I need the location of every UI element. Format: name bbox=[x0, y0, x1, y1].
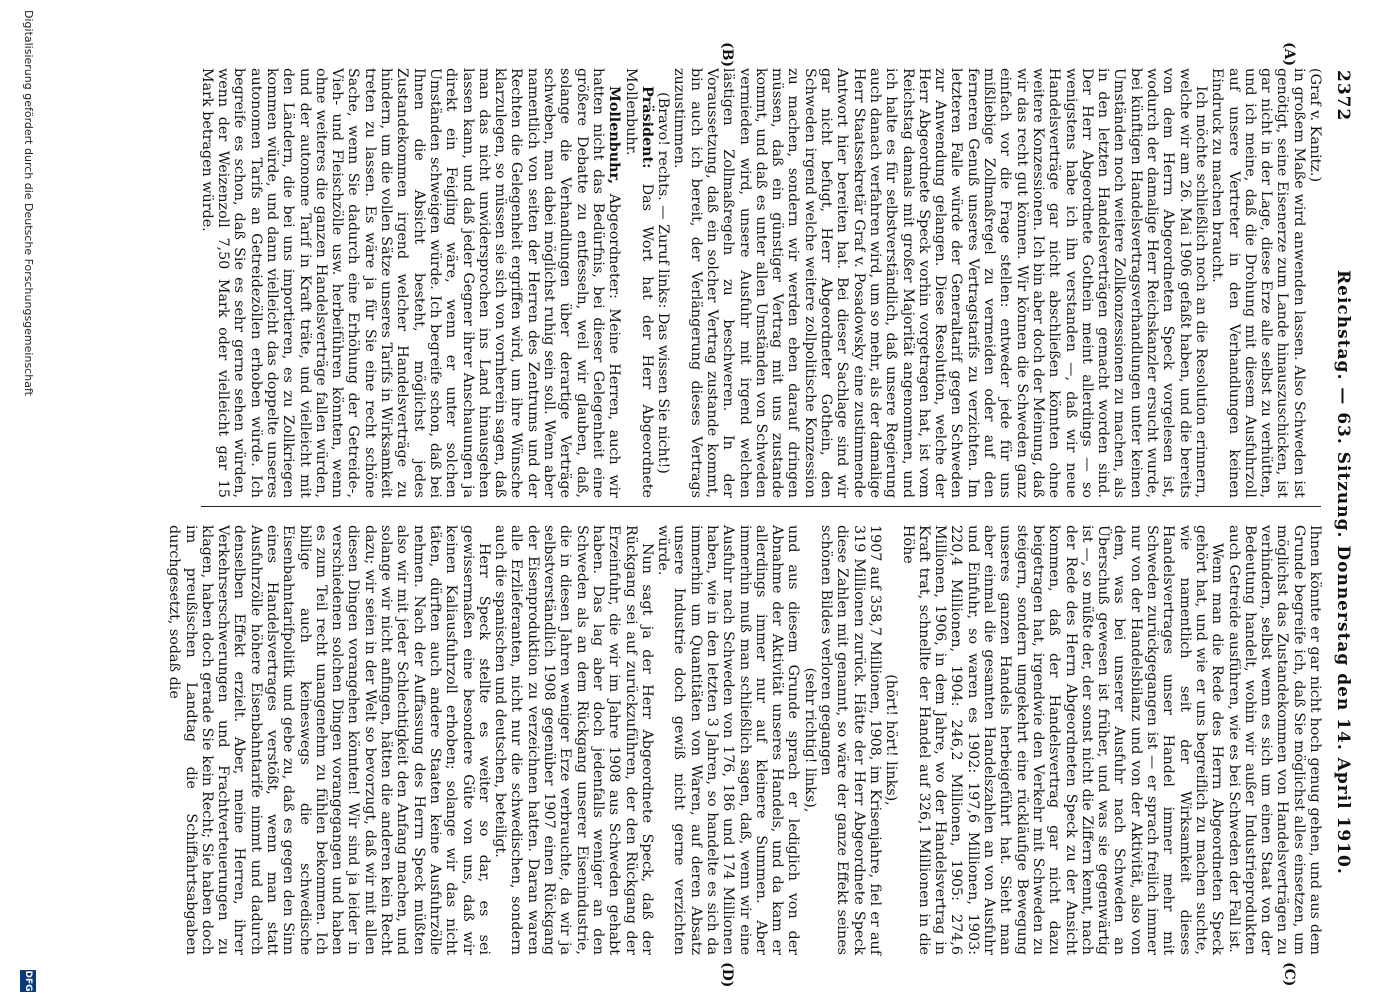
speaker-label: Mollenbuhr, bbox=[606, 86, 623, 184]
margin-mark-d: (D) bbox=[719, 962, 735, 988]
interjection: (Bravo! rechts. — Zuruf links: Das wissen Sie nicht!) bbox=[655, 92, 672, 474]
president-text: Das Wort hat der Herr Abgeordnete Mollenbuhr. bbox=[622, 68, 655, 498]
paragraph: und aus diesem Grunde sprach er lediglich von der Abnahme der Aktivität unseres Handels, und da kam er allerdings immer nur auf kleinere Summen. Aber immerhin muß man schließlich sagen, daß, wenn wir eine Ausfuhr nach Schweden von 176, 186 und 174 Millionen haben, wie in den letzten 3 Jahren, so handelte es sich da immerhin um Quantitäten von Waren, auf deren Absatz unsere Industrie doch gewiß nicht gerne verzichten würde. bbox=[655, 525, 802, 955]
page-header bbox=[1325, 70, 1353, 970]
speech-text: Abgeordneter: Meine Herren, auch wir hatten nicht das Bedürfnis, bei dieser Gelegenheit eine größere Debatte zu entfesseln, weil wir glauben, daß, solange die Verhandlungen über derartige Verträge schweben, man dabei möglichst ruhig sein soll. Wenn aber namentlich von seiten der Herren des Zentrums und der Rechten die Gelegenheit ergriffen wird, um ihre Wünsche klarzulegen, so müssen sie sich von vornherein sagen, daß man das nicht unwidersprochen ins Land hinausgehen lassen kann, und daß jeder Gegner ihrer Anschauungen ja direkt ein Feigling wäre, wenn er unter solchen Umständen schweigen würde. Ich begreife schon, daß bei Ihnen die Absicht besteht, möglichst jedes Zustandekommen irgend welcher Handelsverträge zu hindern, um die vollen Sätze unseres Tarifs in Wirksamkeit treten zu lassen. Es wäre ja für Sie eine recht schöne Sache, wenn Sie dadurch eine Erhöhung der Getreide-, Vieh- und Fleischzölle usw. herbeiführen könnten, wenn ohne weiteres die ganzen Handelsverträge fallen würden, und der autonome Tarif in Kraft träte, und vielleicht mit den Ländern, die bei uns importieren, es zu Zollkriegen kommen würde, und dann vielleicht das doppelte unseres autonomen Tarifs an Getreidezöllen erhoben würde. Ich begreife es schon, daß Sie es sehr gerne sehen würden, wenn der Weizenzoll 7,50 Mark oder vielleicht gar 15 Mark betragen würde. bbox=[198, 68, 623, 499]
paragraph: Ihnen könnte er gar nicht hoch genug gehen, und aus dem Grunde begreife ich, daß Sie möglichst alles einsetzen, um möglichst das Zustandekommen von Handelsverträgen zu verhindern, selbst wenn es sich um einen Staat von der Bedeutung handelt, wohin wir außer Industrieprodukten auch Getreide ausführen, wie es bei Schweden der Fall ist. bbox=[1225, 525, 1323, 955]
president-paragraph bbox=[622, 68, 655, 498]
margin-mark-c: (C) bbox=[1281, 962, 1297, 987]
right-column bbox=[166, 525, 1323, 955]
margin-mark-a: (A) bbox=[1281, 42, 1297, 67]
paragraph: Wenn man die Rede des Herrn Abgeordneten Speck gehört hat, und wie er uns begreiflich zu machen suchte, wie namentlich seit der Wirksamkeit dieses Handelsvertrages unser Handel immer mehr mit Schweden zurückgegangen ist — er sprach freilich immer nur von der Handelsbilanz und von der Aktivität, also von dem, was bei unserer Ausfuhr nach Schweden an Überschuß gewesen ist früher, und was sie gegenwärtig ist —, so müßte der, der sonst nicht die Ziffern kennt, nach der Rede des Herrn Abgeordneten Speck zu der Ansicht kommen, daß der Handelsvertrag gar nicht dazu beigetragen hat, irgendwie den Verkehr mit Schweden zu steigern, sondern umgekehrt eine rückläufige Bewegung unseres ganzen Handels herbeigeführt hat. Sieht man aber einmal die gesamten Handelszahlen an von Ausfuhr und Einfuhr, so waren es 1902: 197,6 Millionen, 1903: 220,4 Millionen, 1904: 246,2 Millionen, 1905: 274,6 Millionen, 1906, in dem Jahre, wo der Handelsvertrag in Kraft trat, schnellte der Handel auf 326,1 Millionen in die Höhe bbox=[899, 525, 1226, 955]
footer bbox=[14, 10, 38, 990]
paragraph: Herr Speck stellte es weiter so dar, es sei gewissermaßen eine besondere Güte von uns, daß wir keinen Kaliausfuhrzoll erhoben; solange wir das nicht täten, dürften auch andere Staaten keine Ausfuhrzölle nehmen. Nach der Auffassung des Herrn Speck müßten also wir mit jeder Schlechtigkeit den Anfang machen, und solange wir nicht anfingen, hätten die anderen kein Recht dazu; wir seien in der Welt so bevorzugt, daß wir mit allen diesen Dingen vorangehen könnten! Wir sind ja leider in verschiedenen solchen Dingen vorangegangen und haben es zum Teil recht unangenehm zu fühlen bekommen. Ich billige auch keineswegs die schwedische Eisenbahntarifpolitik und gebe zu, daß es gegen den Sinn eines Handelsvertrages verstößt, wenn man statt Ausfuhrzölle höhere Eisenbahntarife nimmt und dadurch denselben Effekt erzielt. Aber, meine Herren, ihrer Verkehrserschwerungen und Frachtverteuerungen zu klagen, haben doch gerade Sie kein Recht; Sie haben doch im preußischen Landtag die Schiffahrtsabgaben durchgesetzt, sodaß die bbox=[166, 525, 492, 955]
page-number: 2372 bbox=[1333, 70, 1353, 122]
paragraph: Ich möchte schließlich noch an die Resolution erinnern, welche wir am 26. Mai 1906 gefaßt haben, und die bereits von dem Herrn Abgeordneten Speck vorgelesen ist, wodurch der damalige Herr Reichskanzler ersucht wurde, bei künftigen Handelsvertragsverhandlungen unter keinen Umständen noch weitere Zollkonzessionen zu machen, als in den letzten Handelsverträgen gemacht worden sind. Der Herr Abgeordnete Gothein meint allerdings — so wenigstens habe ich ihn verstanden —, daß wir neue Handelsverträge gar nicht abschließen könnten ohne weitere Konzessionen. Ich bin aber doch der Meinung, daß wir das recht gut können. Wir können die Schweden ganz einfach vor die Frage stellen: entweder jede für uns mißliebige Zollmaßregel zu vermeiden oder auf den ferneren Genuß unseres Vertragstarifs zu verzichten. Im letzteren Falle würde der Generaltarif gegen Schweden zur Anwendung gelangen. Diese Resolution, welche der Herr Abgeordnete Speck vorhin vorgetragen hat, ist vom Reichstag damals mit großer Majorität angenommen, und ich halte es für selbstverständlich, daß unsere Regierung auch danach verfahren wird, um so mehr, als der damalige Herr Staatssekretär Graf v. Posadowsky eine zustimmende Antwort hier bereiten hat. Bei dieser Sachlage sind wir gar nicht befugt, Herr Abgeordneter Gothein, den Schweden irgend welche weitere zollpolitische Konzession zu machen, sondern wir werden eben darauf dringen müssen, daß ein günstiger Vertrag mit uns zustande kommt, und daß es unter allen Umständen von Schweden vermieden wird, unsere Ausfuhr mit irgend welchen lästigen Zollmaßregeln zu beschweren. In der Voraussetzung, daß ein solcher Vertrag zustande kommt, bin auch ich bereit, der Verlängerung dieses Vertrags zuzustimmen. bbox=[671, 68, 1209, 498]
speech-paragraph bbox=[199, 68, 623, 498]
paragraph: Nun sagt ja der Herr Abgeordnete Speck, daß der Rückgang sei auf zurückzuführen, der den Rückgang der Erzeinfuhr, die wir im Jahre 1908 aus Schweden gehabt haben. Das lag aber doch jedenfalls weniger an den Schweden als an dem Rückgang unserer Eisenindustrie, die in diesen Jahren weniger Erze verbrauchte, da wir ja selbstverständlich 1908 gegenüber 1907 einen Rückgang der Eisenproduktion zu verzeichnen hatten. Daran waren alle Erzlieferanten, nicht nur die schwedischen, sondern auch die spanischen und deutschen, beteiligt. bbox=[492, 525, 655, 955]
funding-note: Digitalisierung gefördert durch die Deutsche Forschungsgemeinschaft bbox=[22, 10, 35, 396]
interjection: (sehr richtig! links), bbox=[801, 667, 818, 813]
president-label: Präsident: bbox=[638, 86, 655, 169]
margin-mark-b: (B) bbox=[719, 42, 735, 68]
dfg-logo: DFG bbox=[20, 970, 36, 992]
column-divider bbox=[201, 506, 1321, 507]
interjection: (hört! hört! links), bbox=[883, 674, 900, 806]
paragraph: in großem Maße wird anwenden lassen. Also Schweden ist genötigt, seine Eisenerze zum Lande hinauszuschicken, ist gar nicht in der Lage, diese Erze alle selbst zu verhütten, und ich meine, daß die Drohung mit diesem Ausfuhrzoll auf unsere Vertreter in den Verhandlungen keinen Eindruck zu machen braucht. bbox=[1209, 68, 1307, 498]
paragraph: 1907 auf 358,7 Millionen, 1908, im Krisenjahre, fiel er auf 319 Millionen zurück. Hätte der Herr Abgeordnete Speck diese Zahlen mit genannt, so wäre der ganze Effekt seines schönen Bildes verloren gegangen bbox=[818, 525, 883, 955]
left-column bbox=[198, 68, 1323, 499]
speaker-note: (Graf v. Kanitz.) bbox=[1307, 68, 1323, 183]
header-title: Reichstag. — 63. Sitzung. Donnerstag den 14. April 1910. bbox=[1333, 270, 1353, 875]
